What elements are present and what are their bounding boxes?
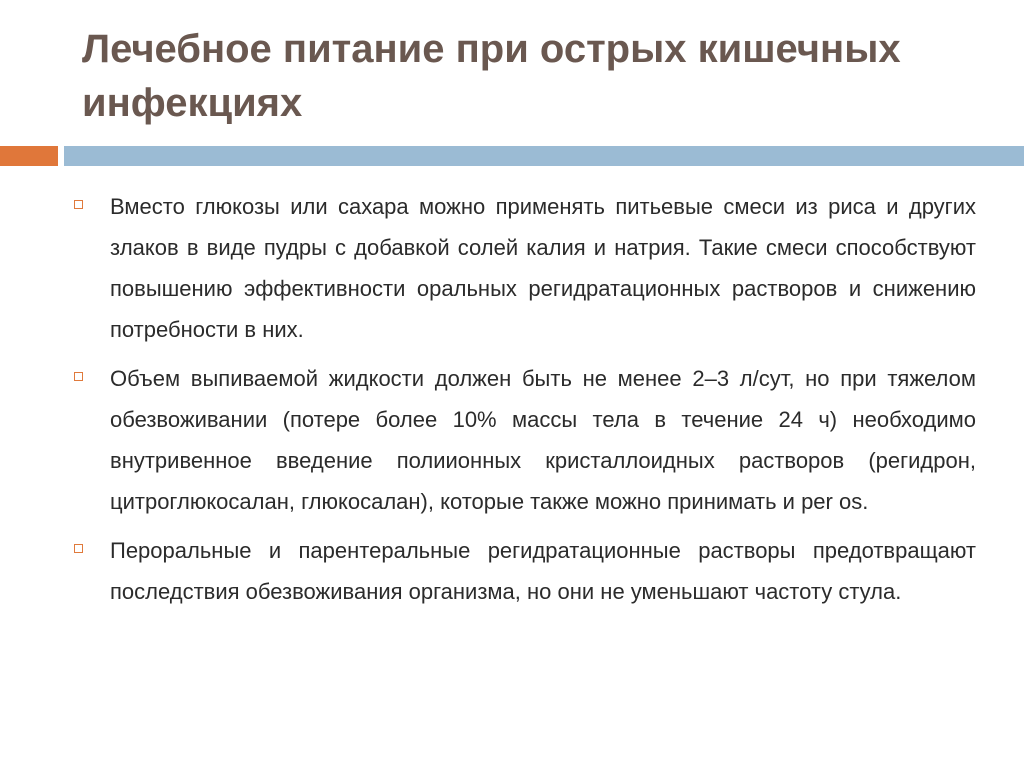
slide-title: Лечебное питание при острых кишечных инфекциях — [82, 27, 901, 125]
bullet-item-1 — [70, 186, 976, 350]
bullet-item-2 — [70, 358, 976, 522]
bullet-text-2: Объем выпиваемой жидкости должен быть не менее 2–3 л/сут, но при тяжелом обезвоживании (потере более 10% массы тела в течение 24 ч) необходимо внутривенное введение полиионных кристаллоидных растворов (регидрон, цитроглюкосалан, глюкосалан), которые также можно принимать и per os. — [110, 366, 976, 514]
accent-bar-orange — [0, 146, 58, 166]
square-bullet-icon — [74, 200, 83, 209]
square-bullet-icon — [74, 544, 83, 553]
bullet-item-3 — [70, 530, 976, 612]
bullet-list — [70, 186, 976, 620]
accent-bar-blue — [64, 146, 1024, 166]
bullet-text-1: Вместо глюкозы или сахара можно применять питьевые смеси из риса и других злаков в виде пудры с добавкой солей калия и натрия. Такие смеси способствуют повышению эффективности оральных регидратационных растворов и снижению потребности в них. — [110, 194, 976, 342]
square-bullet-icon — [74, 372, 83, 381]
bullet-text-3: Пероральные и парентеральные регидратационные растворы предотвращают последствия обезвоживания организма, но они не уменьшают частоту стула. — [110, 538, 976, 604]
